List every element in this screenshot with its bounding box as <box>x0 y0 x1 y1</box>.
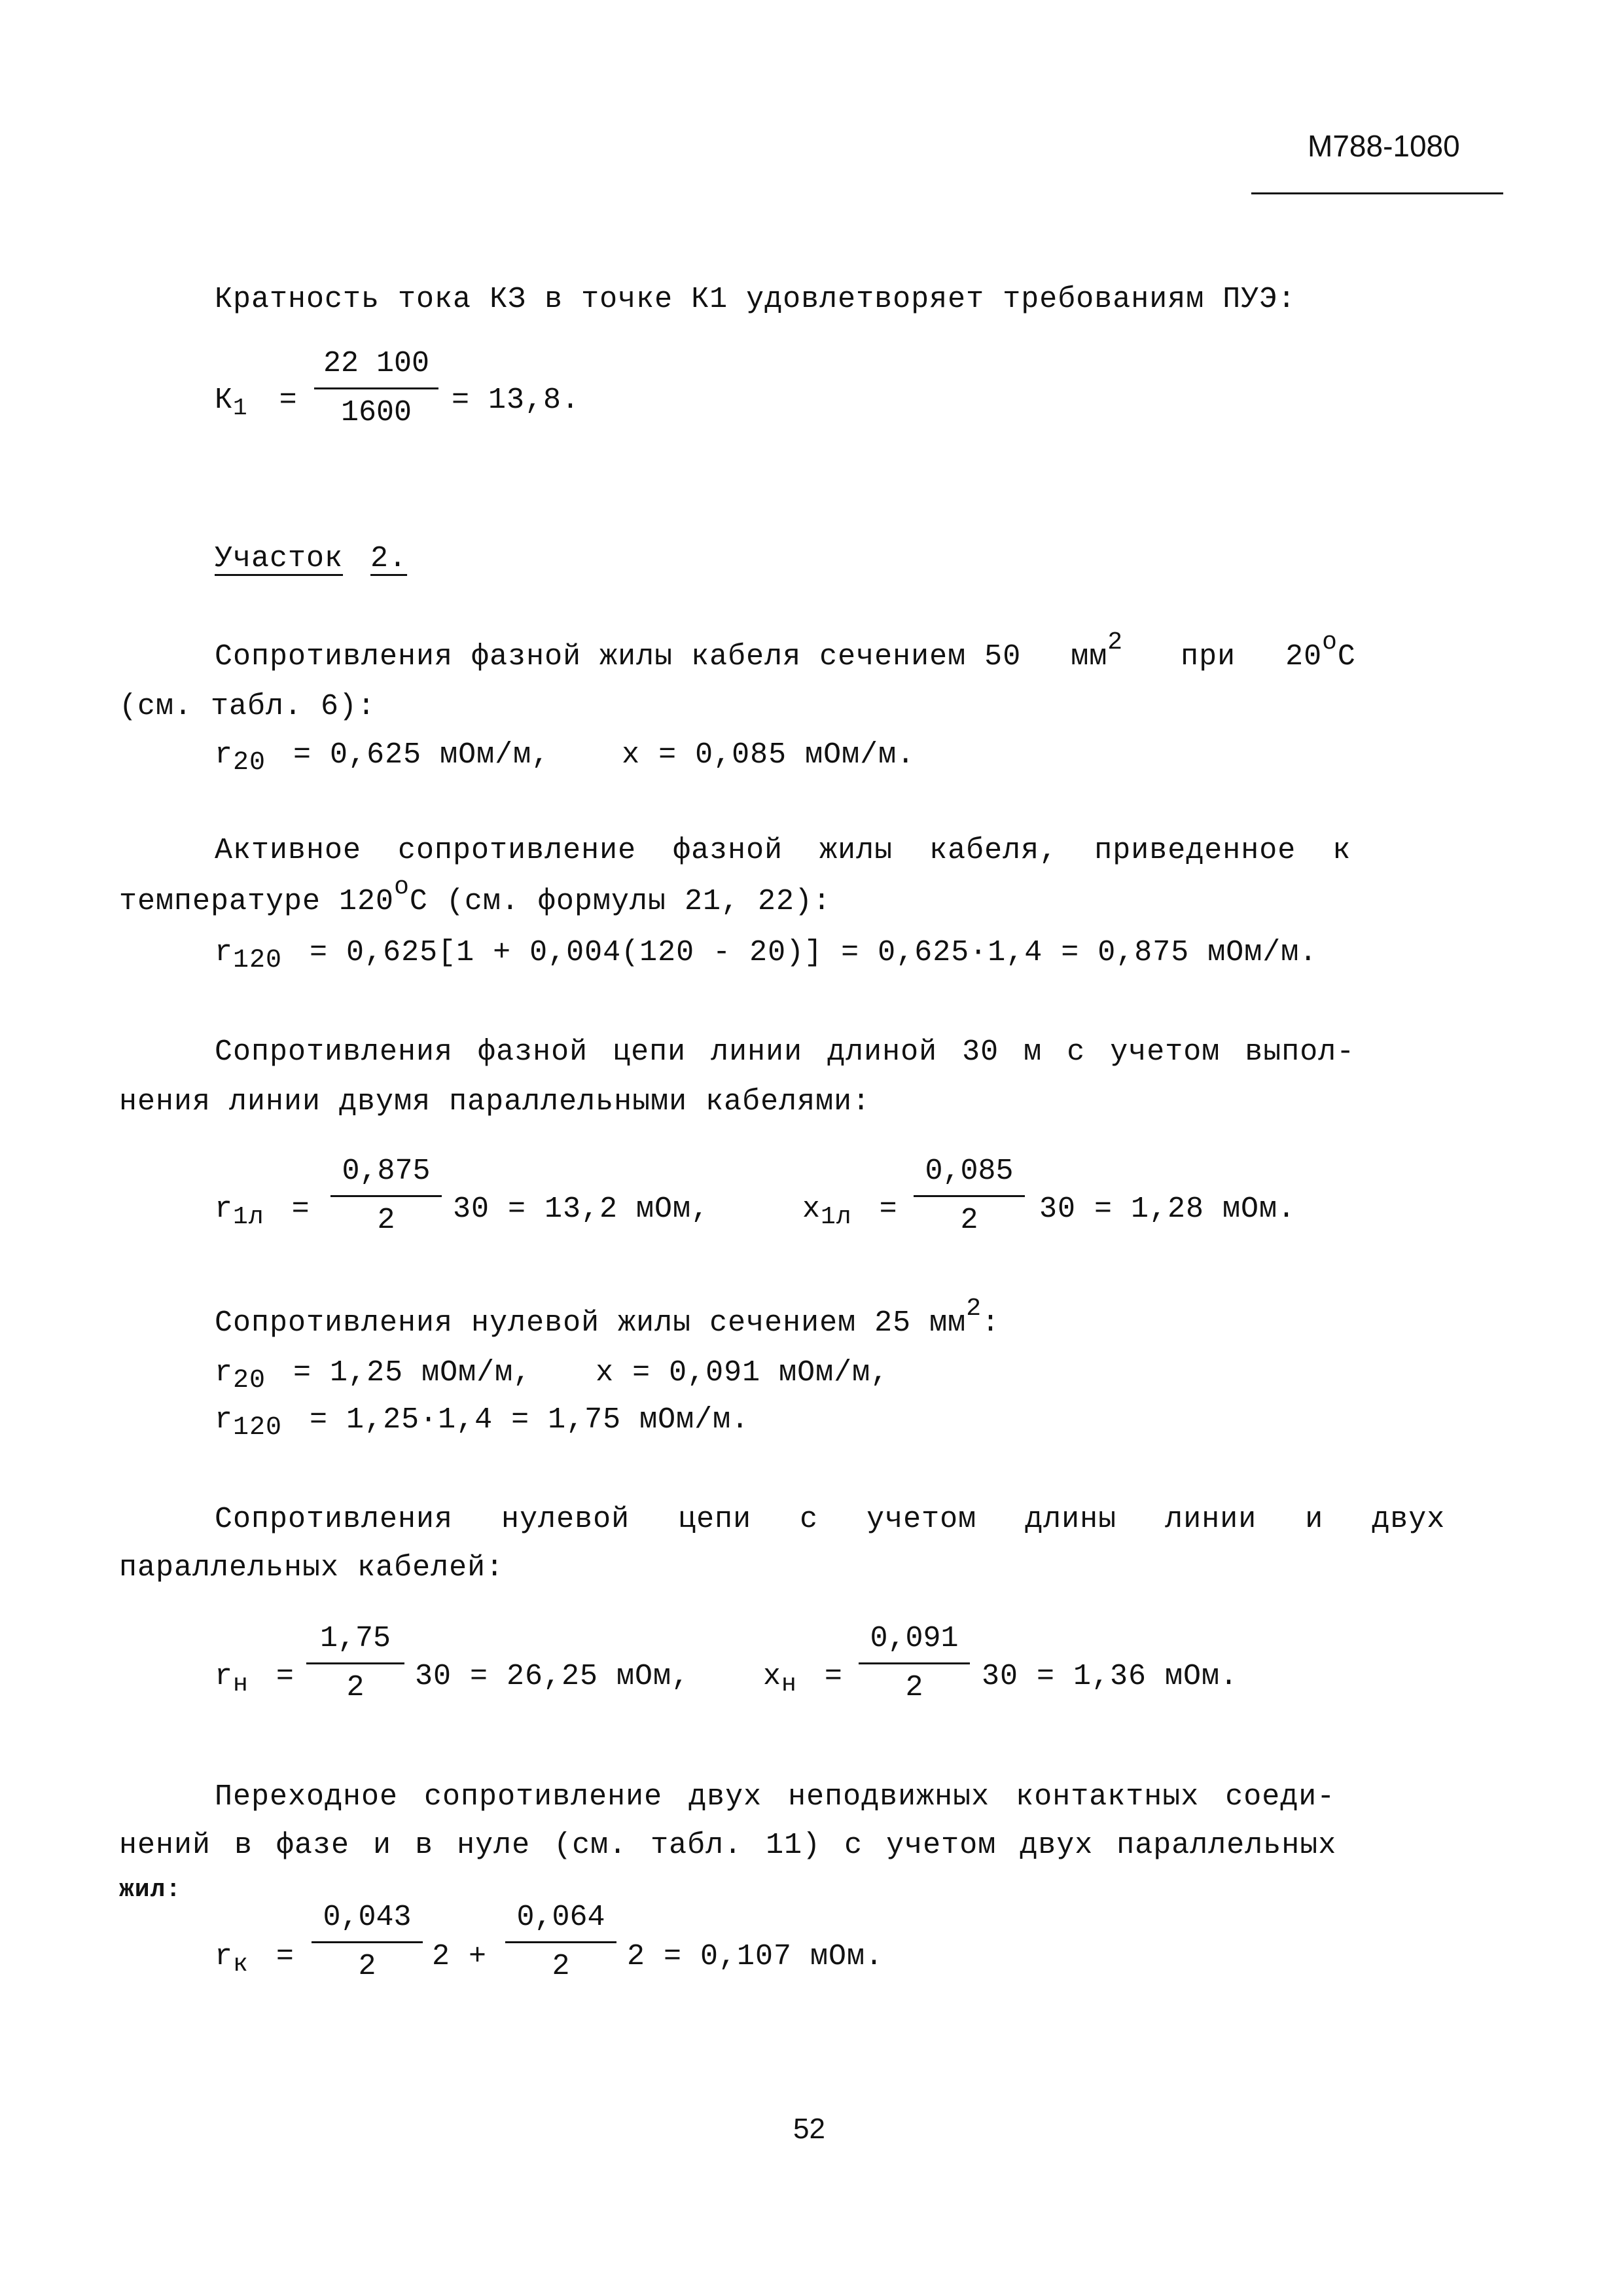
formula-r1l-result: 30 = 13,2 мОм, <box>453 1193 710 1226</box>
formula-rk-denominator-1: 2 <box>358 1950 376 1983</box>
formula-r1l-fraction <box>330 1153 442 1239</box>
formula-rn-equals: = <box>276 1660 294 1693</box>
formula-k1-equals: = <box>279 384 298 417</box>
formula-k1-symbol: К <box>215 384 234 417</box>
fraction-bar <box>859 1662 970 1664</box>
neutral-conductor-text: Сопротивления нулевой жилы сечением 25 мм <box>215 1306 967 1340</box>
degree-mark-2: о <box>394 873 410 901</box>
formula-r20n-symbol: r <box>215 1356 234 1390</box>
word-pri: при <box>1181 640 1236 673</box>
unit-mm-exponent: 2 <box>1107 628 1124 656</box>
formula-x1l-lhs <box>802 1190 898 1237</box>
formula-r20n-subscript: 20 <box>233 1366 266 1395</box>
formula-k1-fraction <box>314 346 438 431</box>
formula-x1l-symbol: x <box>802 1193 821 1226</box>
formula-xn-equals: = <box>824 1660 843 1693</box>
formula-k1-result: = 13,8. <box>452 384 580 417</box>
formula-rk-equals: = <box>276 1940 294 1973</box>
formula-r120n-value: = 1,25·1,4 = 1,75 мОм/м. <box>310 1403 750 1437</box>
formula-r20-value: = 0,625 мОм/м, <box>293 738 550 772</box>
formula-xn-result: 30 = 1,36 мОм. <box>982 1660 1239 1693</box>
formula-r20n-value: = 1,25 мОм/м, <box>293 1356 532 1390</box>
formula-rk-fraction-1 <box>312 1899 423 1985</box>
phase-conductor-text: Сопротивления фазной жилы кабеля сечением 50 <box>215 640 1022 673</box>
paragraph-phase-circuit-line1: Сопротивления фазной цепи линии длиной 30 м с учетом выпол- <box>215 1035 1355 1069</box>
formula-rn-fraction <box>306 1621 404 1706</box>
formula-rk-subscript: к <box>233 1950 249 1979</box>
formula-rk-fraction-2 <box>505 1899 616 1985</box>
paragraph-phase-circuit-line2: нения линии двумя параллельными кабелями: <box>119 1085 871 1119</box>
formula-r20-neutral <box>215 1354 889 1401</box>
formula-xn-subscript: н <box>781 1670 797 1698</box>
formula-x1l-result: 30 = 1,28 мОм. <box>1039 1193 1296 1226</box>
formula-rn-result: 30 = 26,25 мОм, <box>415 1660 690 1693</box>
formula-x1l-denominator: 2 <box>960 1204 978 1237</box>
formula-x-value: x = 0,085 мОм/м. <box>622 738 916 772</box>
formula-r120-neutral <box>215 1401 749 1448</box>
degree-mark: о <box>1322 628 1338 656</box>
formula-k1-numerator: 22 100 <box>323 347 430 380</box>
formula-r120-subscript: 120 <box>233 946 283 975</box>
paragraph-contact-resistance-line1: Переходное сопротивление двух неподвижных контактных соеди- <box>215 1780 1336 1814</box>
formula-rn-symbol: r <box>215 1660 234 1693</box>
paragraph-phase-conductor-line1 <box>215 628 1356 678</box>
formula-x1l-equals: = <box>879 1193 898 1226</box>
paragraph-phase-conductor-line2: (см. табл. 6): <box>119 690 376 723</box>
formula-xn-denominator: 2 <box>905 1671 923 1704</box>
formula-x1l-fraction <box>914 1153 1025 1239</box>
formula-xn-value: x = 0,091 мОм/м, <box>596 1356 889 1390</box>
temperature-text: температуре 120 <box>119 885 395 918</box>
paragraph-contact-resistance-line2: нений в фазе и в нуле (см. табл. 11) с учетом двух параллельных <box>119 1829 1337 1862</box>
paragraph-neutral-circuit-line2: параллельных кабелей: <box>119 1551 505 1585</box>
paragraph-neutral-conductor <box>215 1295 1001 1344</box>
paragraph-active-resistance-line2 <box>119 873 831 923</box>
document-number: М788-1080 <box>1308 129 1460 163</box>
formula-rk-numerator-1: 0,043 <box>323 1901 412 1934</box>
header-rule <box>1251 192 1503 194</box>
fraction-bar <box>312 1941 423 1943</box>
section-heading-prefix: Участок <box>215 542 344 575</box>
formula-rk-symbol: r <box>215 1940 234 1973</box>
fraction-bar <box>306 1662 404 1664</box>
fraction-bar <box>330 1195 442 1197</box>
paragraph-neutral-circuit-line1: Сопротивления нулевой цепи с учетом длины линии и двух <box>215 1503 1446 1536</box>
formula-xn-symbol: x <box>763 1660 782 1693</box>
formula-k1-lhs <box>215 381 298 428</box>
temp-value: 20 <box>1285 640 1323 673</box>
formula-k1-denominator: 1600 <box>340 396 412 429</box>
paragraph-short-circuit-ratio: Кратность тока КЗ в точке К1 удовлетворяет требованиям ПУЭ: <box>215 283 1296 316</box>
fraction-bar <box>505 1941 616 1943</box>
formula-xn-fraction <box>859 1621 970 1706</box>
temp-unit: С <box>1337 640 1356 673</box>
neutral-colon: : <box>982 1306 1001 1340</box>
formula-rk-denominator-2: 2 <box>552 1950 570 1983</box>
formula-r1l-subscript: 1л <box>233 1203 264 1231</box>
temperature-reference: С (см. формулы 21, 22): <box>409 885 831 918</box>
neutral-unit-exponent: 2 <box>966 1295 982 1323</box>
formula-rk-result: 2 = 0,107 мОм. <box>627 1940 884 1973</box>
formula-rn-numerator: 1,75 <box>319 1622 391 1655</box>
formula-r1l-denominator: 2 <box>377 1204 395 1237</box>
formula-r1l-lhs <box>215 1190 310 1237</box>
unit-mm: мм <box>1071 640 1108 673</box>
formula-k1-subscript: 1 <box>233 395 248 422</box>
formula-x1l-numerator: 0,085 <box>925 1155 1014 1188</box>
formula-r120n-symbol: r <box>215 1403 234 1437</box>
formula-r20-subscript: 20 <box>233 748 266 778</box>
formula-r120-phase <box>215 933 1317 980</box>
formula-rk-lhs <box>215 1937 294 1984</box>
formula-r20-symbol: r <box>215 738 234 772</box>
formula-rn-subscript: н <box>233 1670 249 1698</box>
formula-rn-lhs <box>215 1657 294 1704</box>
paragraph-contact-resistance-line3: жил: <box>119 1876 182 1904</box>
formula-r1l-symbol: r <box>215 1193 234 1226</box>
formula-r1l-equals: = <box>291 1193 310 1226</box>
section-heading <box>215 539 407 579</box>
formula-r1l-numerator: 0,875 <box>342 1155 431 1188</box>
formula-rk-numerator-2: 0,064 <box>516 1901 605 1934</box>
formula-r20-phase <box>215 736 915 783</box>
fraction-bar <box>914 1195 1025 1197</box>
formula-xn-numerator: 0,091 <box>870 1622 959 1655</box>
formula-x1l-subscript: 1л <box>821 1203 852 1231</box>
paragraph-active-resistance-line1: Активное сопротивление фазной жилы кабеля, приведенное к <box>215 834 1351 867</box>
formula-r120n-subscript: 120 <box>233 1413 283 1443</box>
formula-r120-value: = 0,625[1 + 0,004(120 - 20)] = 0,625·1,4 = 0,875 мОм/м. <box>310 936 1318 969</box>
formula-rn-denominator: 2 <box>346 1671 365 1704</box>
formula-xn-lhs <box>763 1657 843 1704</box>
formula-rk-middle: 2 + <box>432 1940 488 1973</box>
section-heading-number: 2. <box>370 542 408 575</box>
page-number: 52 <box>793 2113 825 2145</box>
fraction-bar <box>314 387 438 389</box>
formula-r120-symbol: r <box>215 936 234 969</box>
